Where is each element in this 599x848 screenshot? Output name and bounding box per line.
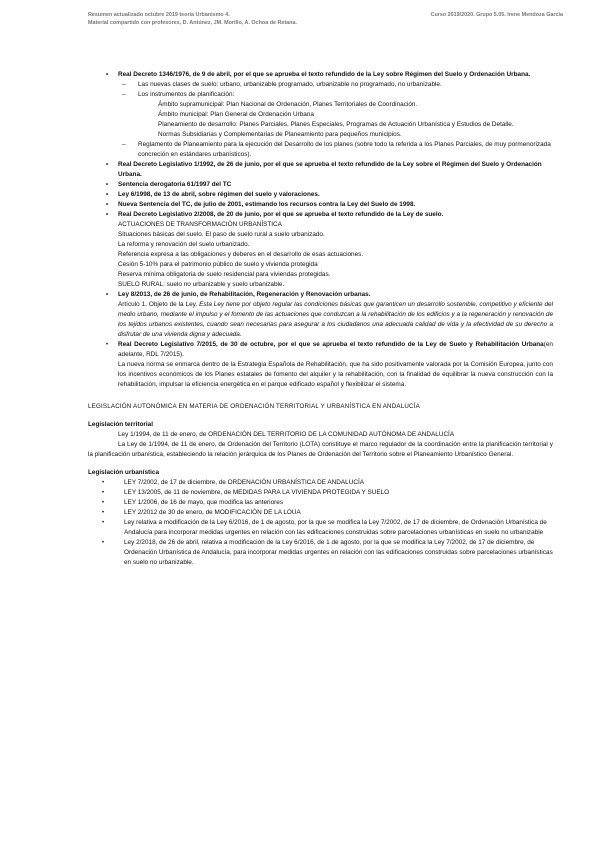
rd1976-dash-2: – Los instrumentos de planificación: bbox=[88, 90, 553, 100]
rdl2008-line-7: SUELO RURAL: suelo no urbanizable y suelo urbanizable. bbox=[118, 281, 285, 288]
rdl2008-line-1: ACTUACIONES DE TRANSFORMACIÓN URBANÍSTICA bbox=[118, 221, 282, 228]
rd1976-sub-4: Normas Subsidiarias y Complementarias de Planeamiento para pequeños municipios. bbox=[158, 131, 402, 138]
document-body bbox=[88, 70, 553, 568]
item-rdl-2015 bbox=[88, 340, 553, 360]
urban-item-4: • LEY 2/2012 de 30 de enero, de MODIFICACIÓN DE LA LOUA bbox=[88, 508, 553, 518]
ley2013-article bbox=[88, 300, 553, 340]
rdl2008-line-5: Cesión 5-10% para el patrimonio público de suelo y vivienda protegida bbox=[118, 261, 318, 268]
rd1976-dash-1: – Las nuevas clases de suelo: urbano, urbanizable programado, urbanizable no programado, no urbanizable. bbox=[88, 80, 553, 90]
urban-item-3: • LEY 1/2006, de 16 de mayo, que modifica las anteriores bbox=[88, 498, 553, 508]
header-line-1: Resumen actualizado octubre 2019 teoría Urbanismo 4. bbox=[88, 12, 230, 18]
rdl2015-title-tail: (en adelante, RDL 7/2015). bbox=[118, 341, 553, 358]
item-rdl-1992: • Real Decreto Legislativo 1/1992, de 26 de junio, por el que se aprueba el texto refundido de la Ley sobre el Régimen del Suelo y Ordenación Urbana. bbox=[88, 160, 553, 180]
rdl2015-text: La nueva norma se enmarca dentro de la Estrategia Española de Rehabilitación, que ha sido positivamente valorada por la Comisión Europea, junto con los incentivos económicos de los Planes estatales de fomento del alquiler y la rehabilitación, con la finalidad de equilibrar la nueva construcción con la rehabilitación, impulsar la eficiencia energética en el parque edificado español y flexibilizar el sistema. bbox=[118, 361, 553, 388]
header-course: Curso 2019/2020. Grupo 5.05. Irene Mendoza García bbox=[430, 12, 563, 18]
territorial-line-2: La Ley de 1/1994, de 11 de enero, de Ordenación del Territorio (LOTA) constituye el marco regulador de la coordinación entre la planificación territorial y la planificación urbanística, estableciendo la relación jerárquica de los Planes de Ordenación del Territorio sobre el Planeamiento Urbanístico General. bbox=[88, 441, 553, 458]
rd1976-sub-2: Ámbito municipal: Plan General de Ordenación Urbana bbox=[158, 111, 314, 118]
rdl2008-line-3: La reforma y renovación del suelo urbanizado. bbox=[118, 241, 250, 248]
ley2013-article-lead: Artículo 1. Objeto de la Ley. bbox=[118, 301, 198, 308]
page-header bbox=[88, 12, 563, 27]
item-stc-1997: • Sentencia derogatoria 61/1997 del TC bbox=[88, 180, 553, 190]
item-rdl-2008: • Real Decreto Legislativo 2/2008, de 20 de junio, por el que se aprueba el texto refundido de la Ley de suelo. bbox=[88, 210, 553, 220]
rdl2008-line-6: Reserva mínima obligatoria de suelo residencial para viviendas protegidas. bbox=[118, 271, 331, 278]
rd1976-dash-3: – Reglamento de Planeamiento para la ejecución del Desarrollo de los planes (sobre todo la referida a los Planes Parciales, de muy pormenorizada concreción en estándares urbanísticos). bbox=[88, 140, 553, 160]
header-line-2: Material compartido con profesores, D. Antúnez, JM. Morillo, A. Ochoa de Retana. bbox=[88, 19, 297, 26]
rdl2008-line-2: Situaciones básicas del suelo. El paso de suelo rural a suelo urbanizado. bbox=[118, 231, 325, 238]
section-title-andalucia: LEGISLACIÓN AUTONÓMICA EN MATERIA DE ORDENACIÓN TERRITORIAL Y URBANÍSTICA EN ANDALUCÍA bbox=[88, 403, 420, 410]
urban-item-2: • LEY 13/2005, de 11 de noviembre, de MEDIDAS PARA LA VIVIENDA PROTEGIDA Y SUELO bbox=[88, 488, 553, 498]
urban-item-1: • LEY 7/2002, de 17 de diciembre, de ORDENACIÓN URBANÍSTICA DE ANDALUCÍA bbox=[88, 478, 553, 488]
rdl2015-title: Real Decreto Legislativo 7/2015, de 30 de octubre, por el que se aprueba el texto refundido de la Ley de Suelo y Rehabilitación Urbana bbox=[118, 341, 544, 348]
item-stc-2001: • Nueva Sentencia del TC, de julio de 2001, estimando los recursos contra la Ley del Suelo de 1998. bbox=[88, 200, 553, 210]
heading-legislacion-territorial: Legislación territorial bbox=[88, 421, 153, 428]
territorial-line-1: Ley 1/1994, de 11 de enero, de ORDENACIÓN DEL TERRITORIO DE LA COMUNIDAD AUTÓNOMA DE ANDALUCÍA bbox=[118, 431, 455, 438]
heading-legislacion-urbanistica: Legislación urbanística bbox=[88, 469, 160, 476]
ley2013-article-text: Esta Ley tiene por objeto regular las condiciones básicas que garanticen un desarrollo sostenible, competitivo y eficiente del medio urbano, mediante el impulso y el fomento de las actuaciones que conduzcan a la rehabilitación de los edificios y a la regeneración y renovación de los tejidos urbanos existentes, cuando sean necesarias para asegurar a los ciudadanos una adecuada calidad de vida y la efectividad de su derecho a disfrutar de una vivienda digna y adecuada. bbox=[118, 301, 554, 338]
urban-item-6: • Ley 2/2018, de 26 de abril, relativa a modificación de la Ley 6/2016, de 1 de agosto, por la que se modifica la Ley 7/2002, de 17 de diciembre, de Ordenación Urbanística de Andalucía, para incorporar medidas urgentes en relación con las edificaciones construidas sobre parcelaciones urbanísticas en suelo no urbanizable. bbox=[88, 538, 553, 568]
urban-item-5: • Ley relativa a modificación de la Ley 6/2016, de 1 de agosto, por la que se modifica la Ley 7/2002, de 17 de diciembre, de Ordenación Urbanística de Andalucía para incorporar medidas urgentes en relación con las edificaciones construidas sobre parcelaciones urbanísticas en suelo no urbanizable bbox=[88, 518, 553, 538]
item-ley-2013: • Ley 8/2013, de 26 de junio, de Rehabilitación, Regeneración y Renovación urbanas. bbox=[88, 290, 553, 300]
item-rd-1976: • Real Decreto 1346/1976, de 9 de abril, por el que se aprueba el texto refundido de la Ley sobre Régimen del Suelo y Ordenación Urbana. bbox=[88, 70, 553, 80]
rd1976-sub-3: Planeamiento de desarrollo: Planes Parciales, Planes Especiales, Programas de Actuación Urbanística y Estudios de Detalle. bbox=[158, 121, 514, 128]
item-ley-1998: • Ley 6/1998, de 13 de abril, sobre régimen del suelo y valoraciones. bbox=[88, 190, 553, 200]
rd1976-sub-1: Ámbito supramunicipal: Plan Nacional de Ordenación, Planes Territoriales de Coordinación. bbox=[158, 101, 418, 108]
rdl2008-line-4: Referencia expresa a las obligaciones y deberes en el desarrollo de esas actuaciones. bbox=[118, 251, 364, 258]
